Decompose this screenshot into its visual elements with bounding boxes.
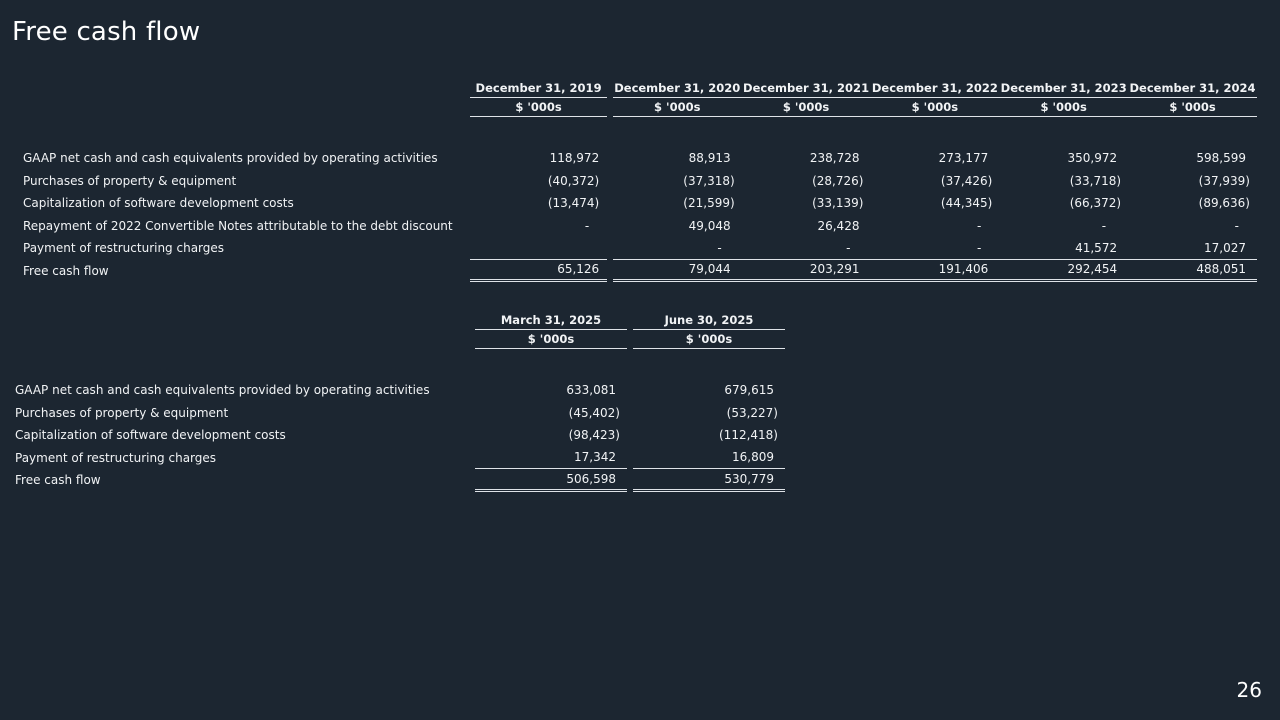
table-cell: (13,474) <box>547 196 600 211</box>
row-label: Free cash flow <box>15 473 101 488</box>
row-label: Payment of restructuring charges <box>15 450 217 465</box>
column-header-unit: $ '000s <box>742 98 871 117</box>
table-cell <box>470 237 607 260</box>
table-row <box>17 237 1257 260</box>
table-cell: 530,779 <box>633 469 785 492</box>
row-label: Free cash flow <box>23 263 109 278</box>
table-cell: 17,342 <box>475 447 627 470</box>
column-header-unit: $ '000s <box>999 98 1128 117</box>
table-row <box>17 215 1257 238</box>
table-cell: 49,048 <box>688 218 731 233</box>
table-cell: 506,598 <box>475 469 627 492</box>
table-row <box>9 379 785 402</box>
row-label: Payment of restructuring charges <box>23 241 225 256</box>
column-header-unit: $ '000s <box>470 98 607 117</box>
column-header-date: December 31, 2023 <box>999 80 1128 98</box>
column-header-date: December 31, 2022 <box>870 80 999 98</box>
table-cell: 598,599 <box>1196 151 1246 166</box>
table-row-total <box>17 260 1257 283</box>
table-cell: (53,227) <box>726 405 778 420</box>
column-header-date: December 31, 2021 <box>742 80 871 98</box>
table-cell: 488,051 <box>1128 260 1257 283</box>
row-label: GAAP net cash and cash equivalents provided by operating activities <box>15 383 430 398</box>
row-label: Repayment of 2022 Convertible Notes attributable to the debt discount <box>23 218 453 233</box>
column-header-unit: $ '000s <box>475 330 627 349</box>
table-header-units <box>9 330 785 349</box>
row-label: Capitalization of software development costs <box>15 428 286 443</box>
table-cell: 191,406 <box>870 260 999 283</box>
column-header-date: December 31, 2020 <box>613 80 742 98</box>
column-header-unit: $ '000s <box>613 98 742 117</box>
table-cell: (89,636) <box>1198 196 1250 211</box>
page-number: 26 <box>1236 678 1262 702</box>
row-label: Purchases of property & equipment <box>15 405 229 420</box>
table-cell: 203,291 <box>742 260 871 283</box>
table-header-units <box>17 98 1257 117</box>
table-cell: 238,728 <box>809 151 860 166</box>
quarterly-free-cash-flow-table <box>9 312 785 492</box>
page-title: Free cash flow <box>12 17 201 47</box>
column-header-date: June 30, 2025 <box>633 312 785 330</box>
table-cell: 88,913 <box>688 151 731 166</box>
table-row <box>17 147 1257 170</box>
table-cell: - <box>976 218 982 233</box>
table-header-dates <box>9 312 785 330</box>
table-cell: 26,428 <box>817 218 860 233</box>
table-cell: (98,423) <box>568 428 620 443</box>
table-cell: (40,372) <box>547 173 600 188</box>
table-cell: (112,418) <box>719 428 778 443</box>
table-row <box>9 424 785 447</box>
row-label: Capitalization of software development costs <box>23 196 294 211</box>
column-header-unit: $ '000s <box>870 98 999 117</box>
table-cell: (66,372) <box>1069 196 1122 211</box>
table-cell: (45,402) <box>568 405 620 420</box>
table-cell: (28,726) <box>812 173 864 188</box>
table-cell: - <box>1101 218 1107 233</box>
table-cell: 633,081 <box>566 383 616 398</box>
table-cell: - <box>870 237 999 260</box>
table-cell: 16,809 <box>633 447 785 470</box>
table-cell: (44,345) <box>940 196 993 211</box>
table-cell: (37,939) <box>1198 173 1250 188</box>
column-header-date: December 31, 2019 <box>470 80 607 98</box>
column-header-unit: $ '000s <box>1128 98 1257 117</box>
table-cell: - <box>584 218 590 233</box>
table-row <box>9 447 785 470</box>
table-cell: (33,139) <box>812 196 864 211</box>
table-cell: 118,972 <box>549 151 600 166</box>
table-header-dates <box>17 80 1257 98</box>
column-header-date: December 31, 2024 <box>1128 80 1257 98</box>
table-cell: 17,027 <box>1128 237 1257 260</box>
table-cell: 41,572 <box>999 237 1128 260</box>
table-cell: 273,177 <box>938 151 989 166</box>
table-row-total <box>9 469 785 492</box>
table-cell: - <box>613 237 742 260</box>
table-cell: 292,454 <box>999 260 1128 283</box>
column-header-date: March 31, 2025 <box>475 312 627 330</box>
table-row <box>9 402 785 425</box>
row-label: GAAP net cash and cash equivalents provided by operating activities <box>23 151 438 166</box>
table-row <box>17 192 1257 215</box>
table-cell: 79,044 <box>613 260 742 283</box>
column-header-unit: $ '000s <box>633 330 785 349</box>
table-cell: (37,318) <box>683 173 735 188</box>
table-cell: (21,599) <box>683 196 735 211</box>
table-cell: (37,426) <box>940 173 993 188</box>
table-cell: - <box>742 237 871 260</box>
table-row <box>17 170 1257 193</box>
table-cell: 350,972 <box>1067 151 1118 166</box>
table-cell: (33,718) <box>1069 173 1122 188</box>
row-label: Purchases of property & equipment <box>23 173 237 188</box>
table-cell: 65,126 <box>470 260 607 283</box>
table-cell: 679,615 <box>724 383 774 398</box>
annual-free-cash-flow-table <box>17 80 1257 282</box>
table-cell: - <box>1234 218 1239 233</box>
